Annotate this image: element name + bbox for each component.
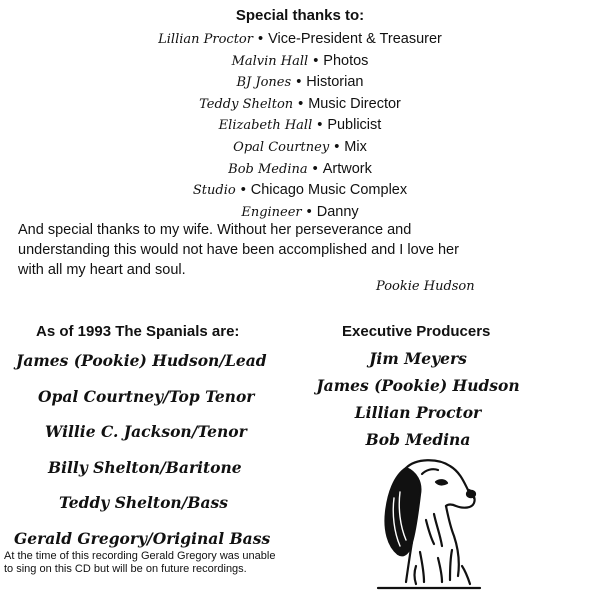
credit-name: Opal Courtney: [233, 139, 330, 155]
member-item: Gerald Gregory/Original Bass: [14, 528, 271, 548]
credit-line: [0, 51, 600, 73]
special-thanks-title: Special thanks to:: [235, 7, 365, 24]
producer-item: Jim Meyers: [369, 349, 467, 368]
note-line: to sing on this CD but will be on future recordings.: [4, 563, 247, 575]
producer-item: James (Pookie) Hudson: [316, 376, 520, 395]
credits-list: [0, 29, 600, 223]
credit-role: Chicago Music Complex: [250, 182, 408, 199]
credit-role: Music Director: [308, 95, 401, 112]
bullet: •: [298, 95, 304, 112]
member-item: Opal Courtney/Top Tenor: [38, 386, 255, 406]
credit-line: [0, 29, 600, 51]
credit-role: Publicist: [327, 117, 382, 134]
dedication-line: understanding this would not have been accomplished and I love her: [18, 242, 459, 258]
bullet: •: [257, 31, 264, 47]
credit-name: Bob Medina: [228, 161, 308, 177]
member-item: James (Pookie) Hudson/Lead: [16, 351, 267, 370]
credit-line: [0, 159, 600, 181]
dedication-line: And special thanks to my wife. Without her perseverance and: [18, 222, 412, 238]
credit-role: Photos: [323, 52, 369, 69]
executive-producers-title: Executive Producers: [342, 323, 491, 340]
signature: Pookie Hudson: [376, 279, 475, 294]
dedication-line: with all my heart and soul.: [18, 262, 186, 278]
producer-item: Lillian Proctor: [354, 403, 482, 422]
dedication-paragraph: [18, 220, 588, 280]
member-item: Billy Shelton/Baritone: [48, 457, 242, 477]
producer-item: Bob Medina: [365, 430, 471, 449]
credit-name: Lillian Proctor: [158, 32, 253, 47]
credit-role: Artwork: [322, 160, 372, 177]
note-line: At the time of this recording Gerald Gregory was unable: [4, 550, 276, 562]
spaniel-dog-icon: [376, 454, 482, 590]
bullet: •: [317, 117, 323, 134]
credit-role: Historian: [306, 74, 364, 91]
credit-name: Engineer: [241, 204, 302, 220]
bullet: •: [334, 138, 340, 155]
credit-name: BJ Jones: [236, 75, 292, 91]
bullet: •: [313, 52, 319, 69]
credit-role: Mix: [344, 138, 367, 155]
credit-line: [0, 94, 600, 116]
credit-name: Studio: [192, 183, 236, 199]
credit-name: Elizabeth Hall: [218, 118, 313, 134]
members-note: [4, 550, 304, 576]
member-item: Willie C. Jackson/Tenor: [45, 422, 247, 441]
member-item: Teddy Shelton/Bass: [59, 493, 228, 512]
credit-line: [0, 115, 600, 137]
bullet: •: [296, 74, 302, 91]
credit-line: [0, 72, 600, 94]
credit-name: Malvin Hall: [231, 53, 309, 69]
credit-line: [0, 180, 600, 202]
credit-role: Danny: [316, 203, 359, 220]
credit-role: Vice-President & Treasurer: [268, 31, 442, 47]
bullet: •: [306, 203, 312, 220]
credit-line: [0, 137, 600, 159]
producers-list: [298, 345, 538, 453]
bullet: •: [312, 160, 318, 177]
bullet: •: [240, 182, 246, 199]
members-title: As of 1993 The Spanials are:: [36, 323, 240, 340]
members-list: [0, 346, 310, 559]
credit-name: Teddy Shelton: [199, 96, 294, 112]
